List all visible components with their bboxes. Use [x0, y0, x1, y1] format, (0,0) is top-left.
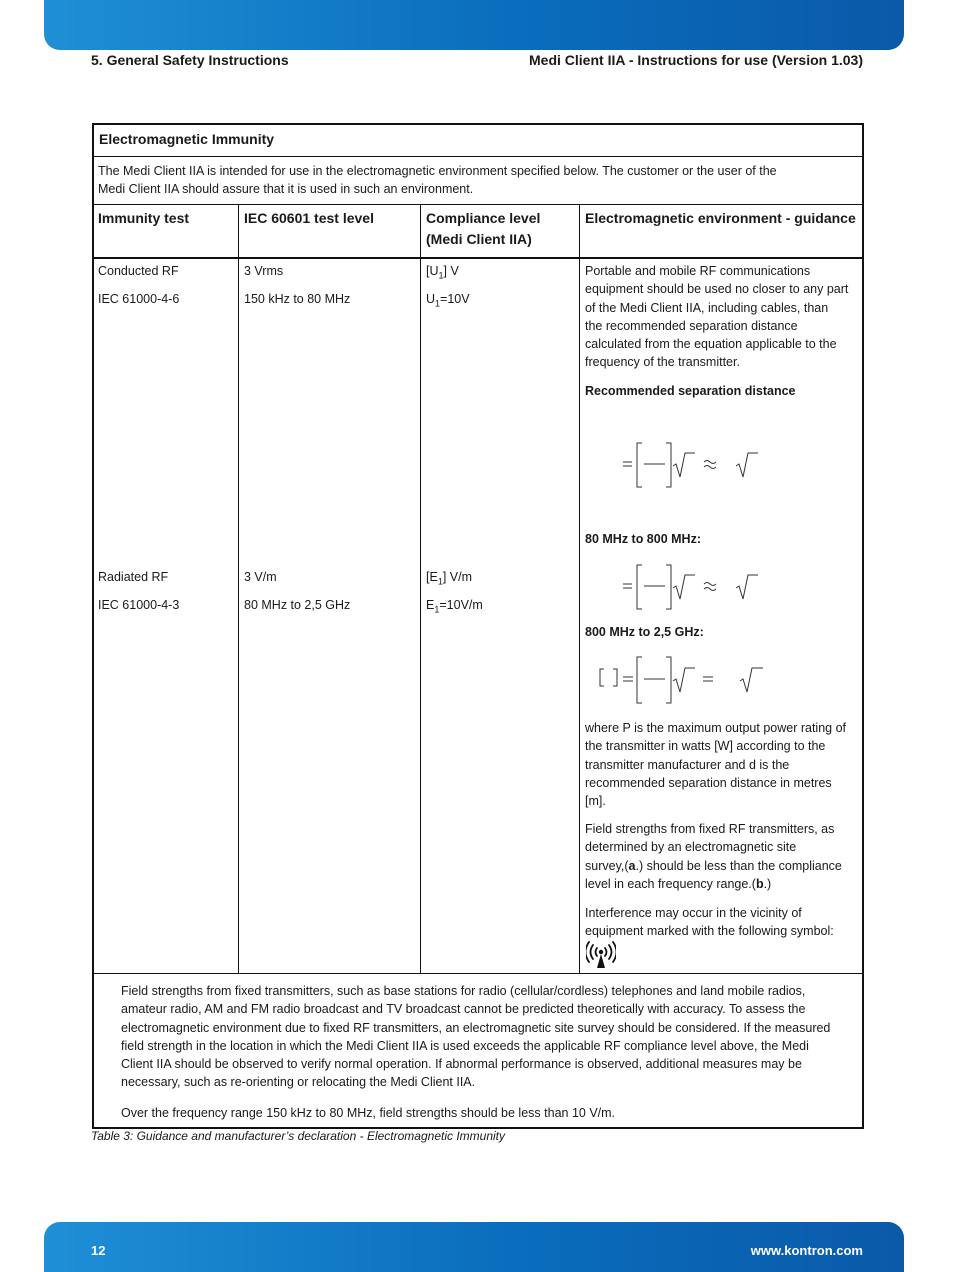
website-link[interactable]: www.kontron.com	[750, 1243, 863, 1258]
guidance-line: recommended separation distance in metres	[585, 775, 832, 790]
guidance-paragraph	[585, 904, 859, 941]
footnote-paragraph: Over the frequency range 150 kHz to 80 MHz, field strengths should be less than 10 V/m.	[121, 1106, 616, 1120]
guidance-line: Interference may occur in the vicinity of	[585, 906, 802, 920]
radio-wave-warning-icon	[586, 940, 616, 975]
guidance-line: Field strengths from fixed RF transmitters, as	[585, 822, 835, 836]
guidance-line: where P is the maximum output power rating of	[585, 721, 847, 735]
guidance-paragraph	[585, 262, 859, 372]
guidance-line: determined by an electromagnetic site	[585, 840, 797, 855]
col-header-test-level: IEC 60601 test level	[244, 210, 374, 226]
col-header-compliance	[426, 208, 540, 250]
test-range: 150 kHz to 80 MHz	[244, 292, 351, 306]
header-band	[44, 0, 904, 50]
test-standard: IEC 61000-4-6	[98, 292, 180, 306]
distance-formula	[618, 440, 768, 490]
column-divider	[579, 204, 580, 973]
guidance-line: [m].	[585, 794, 606, 809]
test-standard: IEC 61000-4-3	[98, 598, 180, 612]
test-name: Conducted RF	[98, 264, 179, 278]
section-title: 5. General Safety Instructions	[91, 52, 289, 68]
guidance-line	[585, 875, 859, 893]
test-level: 3 Vrms	[244, 264, 284, 278]
guidance-line: the transmitter in watts [W] according to the	[585, 739, 826, 754]
text-fragment: .)	[763, 876, 772, 891]
column-divider	[420, 204, 421, 973]
text-fragment: level in each frequency range.(	[585, 876, 756, 891]
text-fragment: survey,(	[585, 858, 629, 873]
column-divider	[238, 204, 239, 973]
guidance-line: the recommended separation distance	[585, 318, 798, 333]
recommended-distance-heading: Recommended separation distance	[585, 384, 796, 398]
table-caption: Table 3: Guidance and manufacturer’s declaration - Electromagnetic Immunity	[91, 1129, 505, 1143]
guidance-line: transmitter manufacturer and d is the	[585, 757, 790, 772]
guidance-line: frequency of the transmitter.	[585, 355, 740, 370]
distance-formula-800-2500	[596, 654, 771, 706]
row-divider	[93, 156, 863, 157]
test-name: Radiated RF	[98, 570, 169, 584]
compliance-value: $U_1=10V$	[426, 292, 470, 309]
compliance-value: $E_1=10V/m$	[426, 598, 483, 615]
row-divider	[93, 973, 863, 974]
guidance-line: calculated from the equation applicable to the	[585, 337, 837, 352]
guidance-line	[585, 857, 859, 875]
col-header-immunity-test: Immunity test	[98, 210, 190, 226]
distance-formula-80-800	[618, 562, 768, 612]
footnote-ref-b: b	[755, 876, 764, 891]
footnote-line: amateur radio, AM and FM radio broadcast and TV broadcast cannot be predicted theoretically with accuracy. To assess the	[121, 1002, 806, 1017]
intro-line: Medi Client IIA should assure that it is used in such an environment.	[98, 182, 474, 197]
row-divider	[93, 257, 863, 259]
test-level: 3 V/m	[244, 570, 277, 584]
footnote-line: Client IIA should be observed to verify normal operation. If abnormal performance is observed, additional measures may be	[121, 1057, 802, 1072]
intro-text	[98, 162, 777, 199]
guidance-line: equipment should be used no closer to any part	[585, 282, 849, 297]
col-header-line: Compliance level	[426, 210, 541, 226]
intro-line: The Medi Client IIA is intended for use in the electromagnetic environment specified below. The customer or the user of the	[98, 164, 777, 178]
guidance-paragraph	[585, 820, 859, 893]
compliance-level: $[U_1]$ V	[426, 264, 459, 281]
footnote-paragraph	[121, 982, 856, 1092]
footnote-line: Field strengths from fixed transmitters, such as base stations for radio (cellular/cordless) telephones and land mobile radios,	[121, 984, 806, 998]
col-header-guidance: Electromagnetic environment - guidance	[585, 210, 856, 226]
compliance-level: $[E_1]$ V/m	[426, 570, 473, 587]
guidance-line: Portable and mobile RF communications	[585, 264, 811, 278]
guidance-paragraph	[585, 719, 859, 810]
document-title: Medi Client IIA - Instructions for use (Version 1.03)	[529, 52, 863, 68]
footnote-line: electromagnetic environment due to fixed RF transmitters, an electromagnetic site survey should be considered. If the measured	[121, 1020, 831, 1035]
band-label-800-2500: 800 MHz to 2,5 GHz:	[585, 625, 704, 639]
test-range: 80 MHz to 2,5 GHz	[244, 598, 351, 612]
footnote-ref-a: a	[628, 858, 636, 873]
footnote-line: necessary, such as re-orienting or relocating the Medi Client IIA.	[121, 1075, 476, 1090]
table-title: Electromagnetic Immunity	[99, 131, 275, 147]
band-label-80-800: 80 MHz to 800 MHz:	[585, 532, 701, 546]
footnote-line: field strength in the location in which the Medi Client IIA is used exceeds the applicable RF compliance level above, the Medi	[121, 1038, 809, 1053]
page-number: 12	[91, 1243, 106, 1258]
guidance-line: equipment marked with the following symbol:	[585, 924, 834, 939]
col-header-line: (Medi Client IIA)	[426, 231, 532, 247]
row-divider	[93, 204, 863, 205]
text-fragment: .) should be less than the compliance	[635, 858, 842, 873]
guidance-line: of the Medi Client IIA, including cables, than	[585, 300, 829, 315]
